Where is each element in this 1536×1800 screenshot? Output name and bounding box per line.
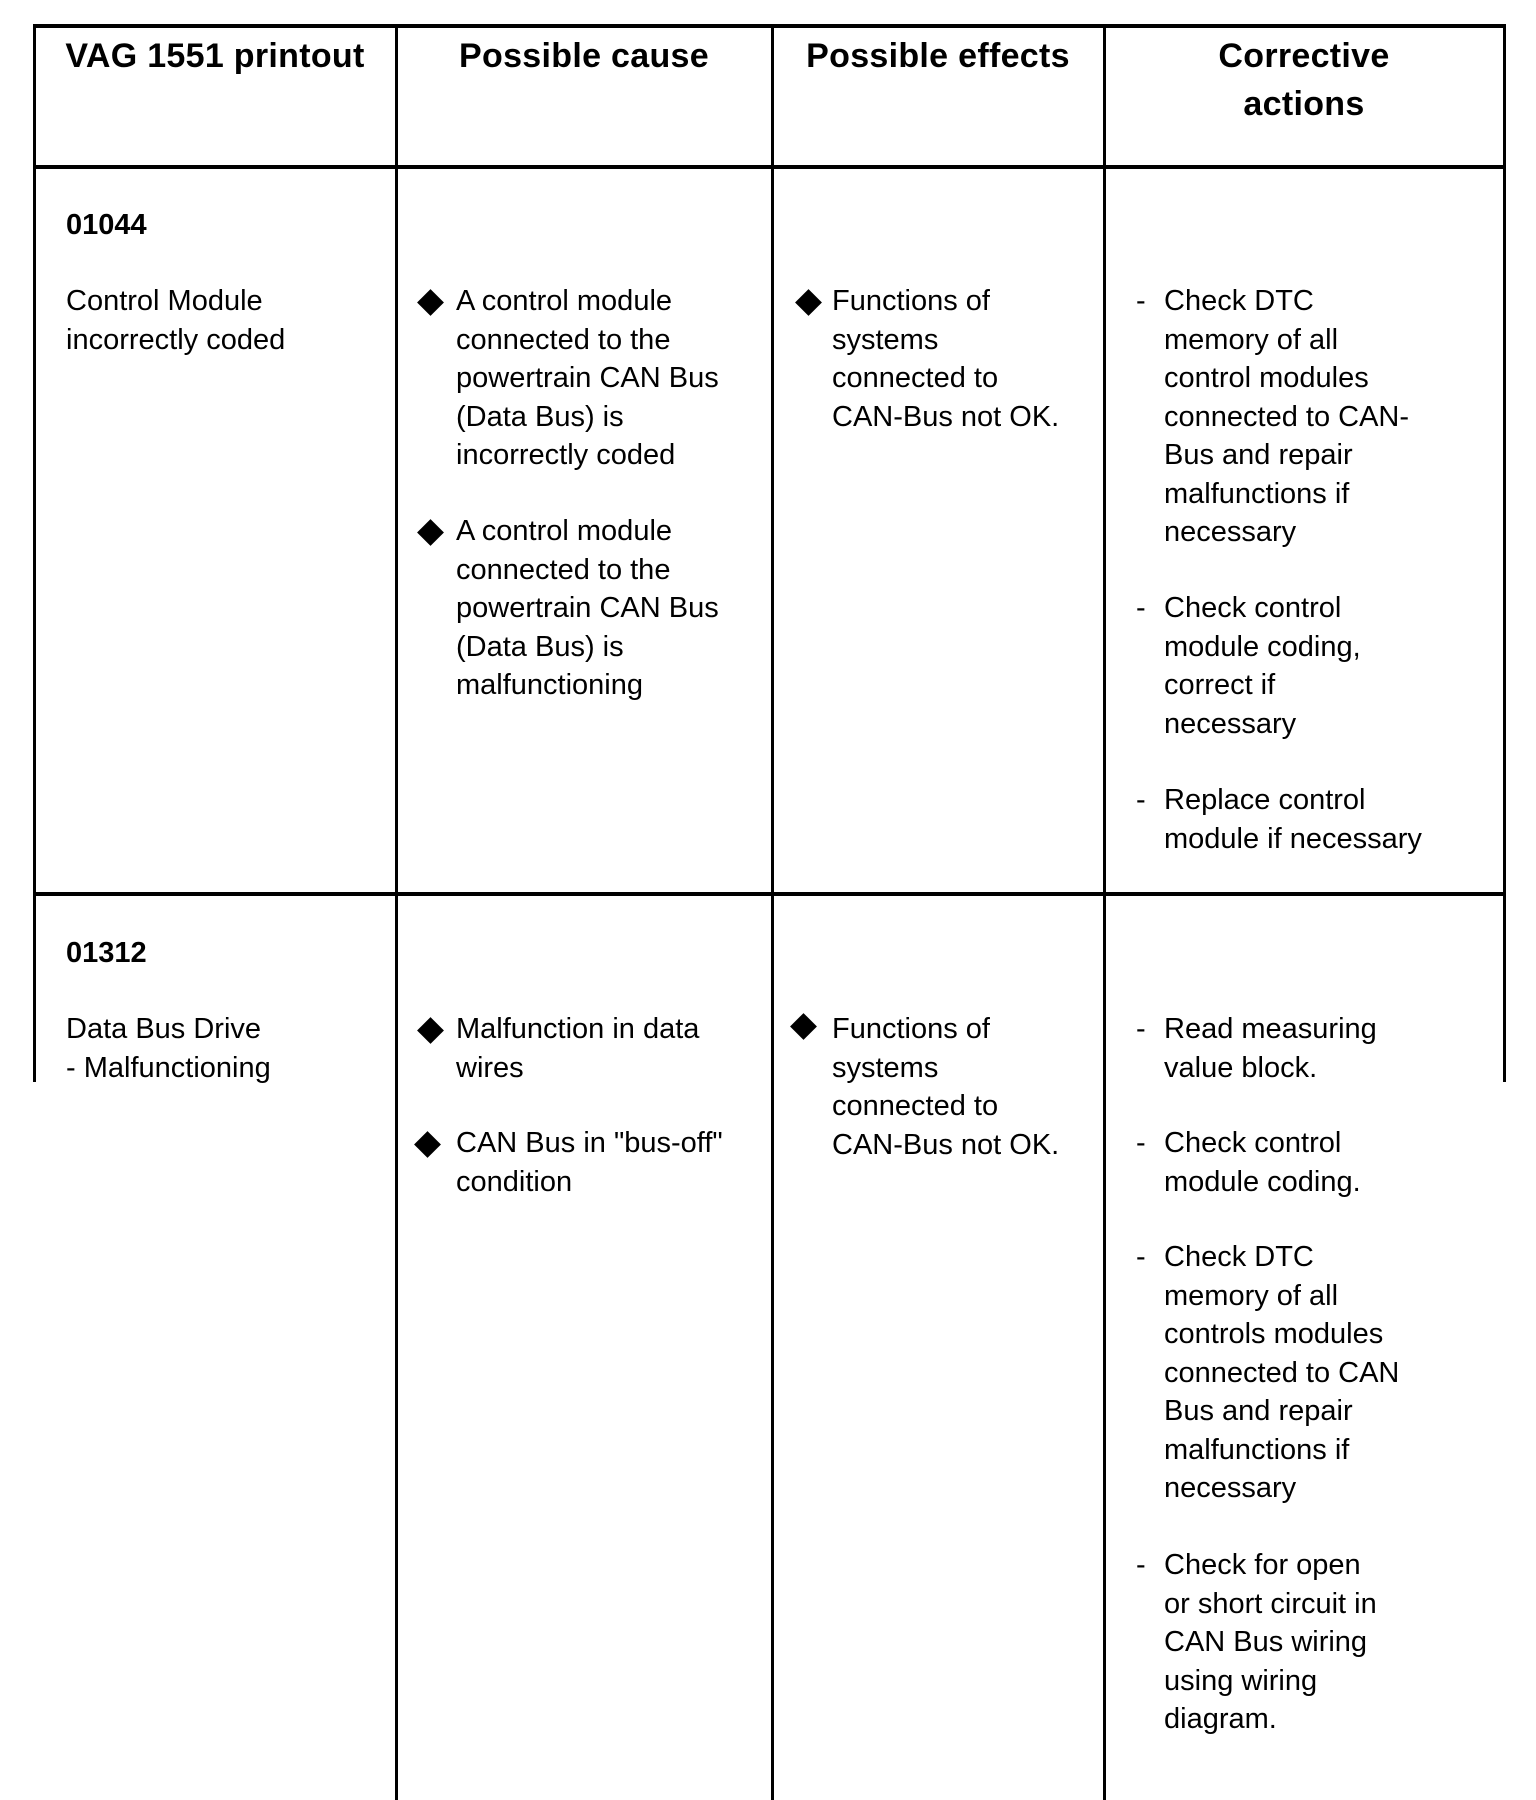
effect-item: Functions of systems connected to CAN-Bus not OK. [832,285,1060,433]
dash-marker: - [1136,784,1146,816]
table-left-border [33,24,36,1082]
bullet-diamond-icon [795,289,822,316]
cause-item: A control module connected to the powertrain CAN Bus (Data Bus) is incorrectly coded [456,285,719,471]
bullet-diamond-icon [417,289,444,316]
action-item: Check control module coding, correct if necessary [1164,592,1361,740]
cause-item: CAN Bus in "bus-off" condition [456,1127,723,1198]
effect-item: Functions of systems connected to CAN-Bus not OK. [832,1013,1060,1161]
action-item: Check DTC memory of all controls modules connected to CAN Bus and repair malfunctions if necessary [1164,1241,1400,1504]
row-divider [33,892,1506,896]
dtc-description: Data Bus Drive - Malfunctioning [66,1013,271,1084]
dtc-code: 01312 [66,937,147,969]
dtc-description: Control Module incorrectly coded [66,285,286,356]
column-divider-2 [771,24,774,1800]
table-top-border [33,24,1506,28]
action-item: Check DTC memory of all control modules connected to CAN- Bus and repair malfunctions if necessary [1164,285,1410,548]
dtc-code: 01044 [66,209,147,241]
dash-marker: - [1136,1013,1146,1045]
dash-marker: - [1136,1241,1146,1273]
bullet-diamond-icon [417,519,444,546]
bullet-diamond-icon [417,1017,444,1044]
dash-marker: - [1136,592,1146,624]
cause-item: Malfunction in data wires [456,1013,700,1084]
cause-item: A control module connected to the powertrain CAN Bus (Data Bus) is malfunctioning [456,515,719,701]
bullet-diamond-icon [790,1013,817,1040]
column-header-printout: VAG 1551 printout [65,37,365,75]
action-item: Check for open or short circuit in CAN Bus wiring using wiring diagram. [1164,1549,1377,1735]
action-item: Check control module coding. [1164,1127,1361,1198]
column-header-actions: Corrective actions [1218,37,1390,123]
dash-marker: - [1136,285,1146,317]
action-item: Read measuring value block. [1164,1013,1377,1084]
table-right-border [1503,24,1506,1082]
bullet-diamond-icon [414,1131,441,1158]
column-header-cause: Possible cause [459,37,709,75]
column-divider-3 [1103,24,1106,1800]
dash-marker: - [1136,1549,1146,1581]
dash-marker: - [1136,1127,1146,1159]
column-header-effects: Possible effects [806,37,1070,75]
column-divider-1 [395,24,398,1800]
header-divider [33,165,1506,169]
action-item: Replace control module if necessary [1164,784,1422,855]
